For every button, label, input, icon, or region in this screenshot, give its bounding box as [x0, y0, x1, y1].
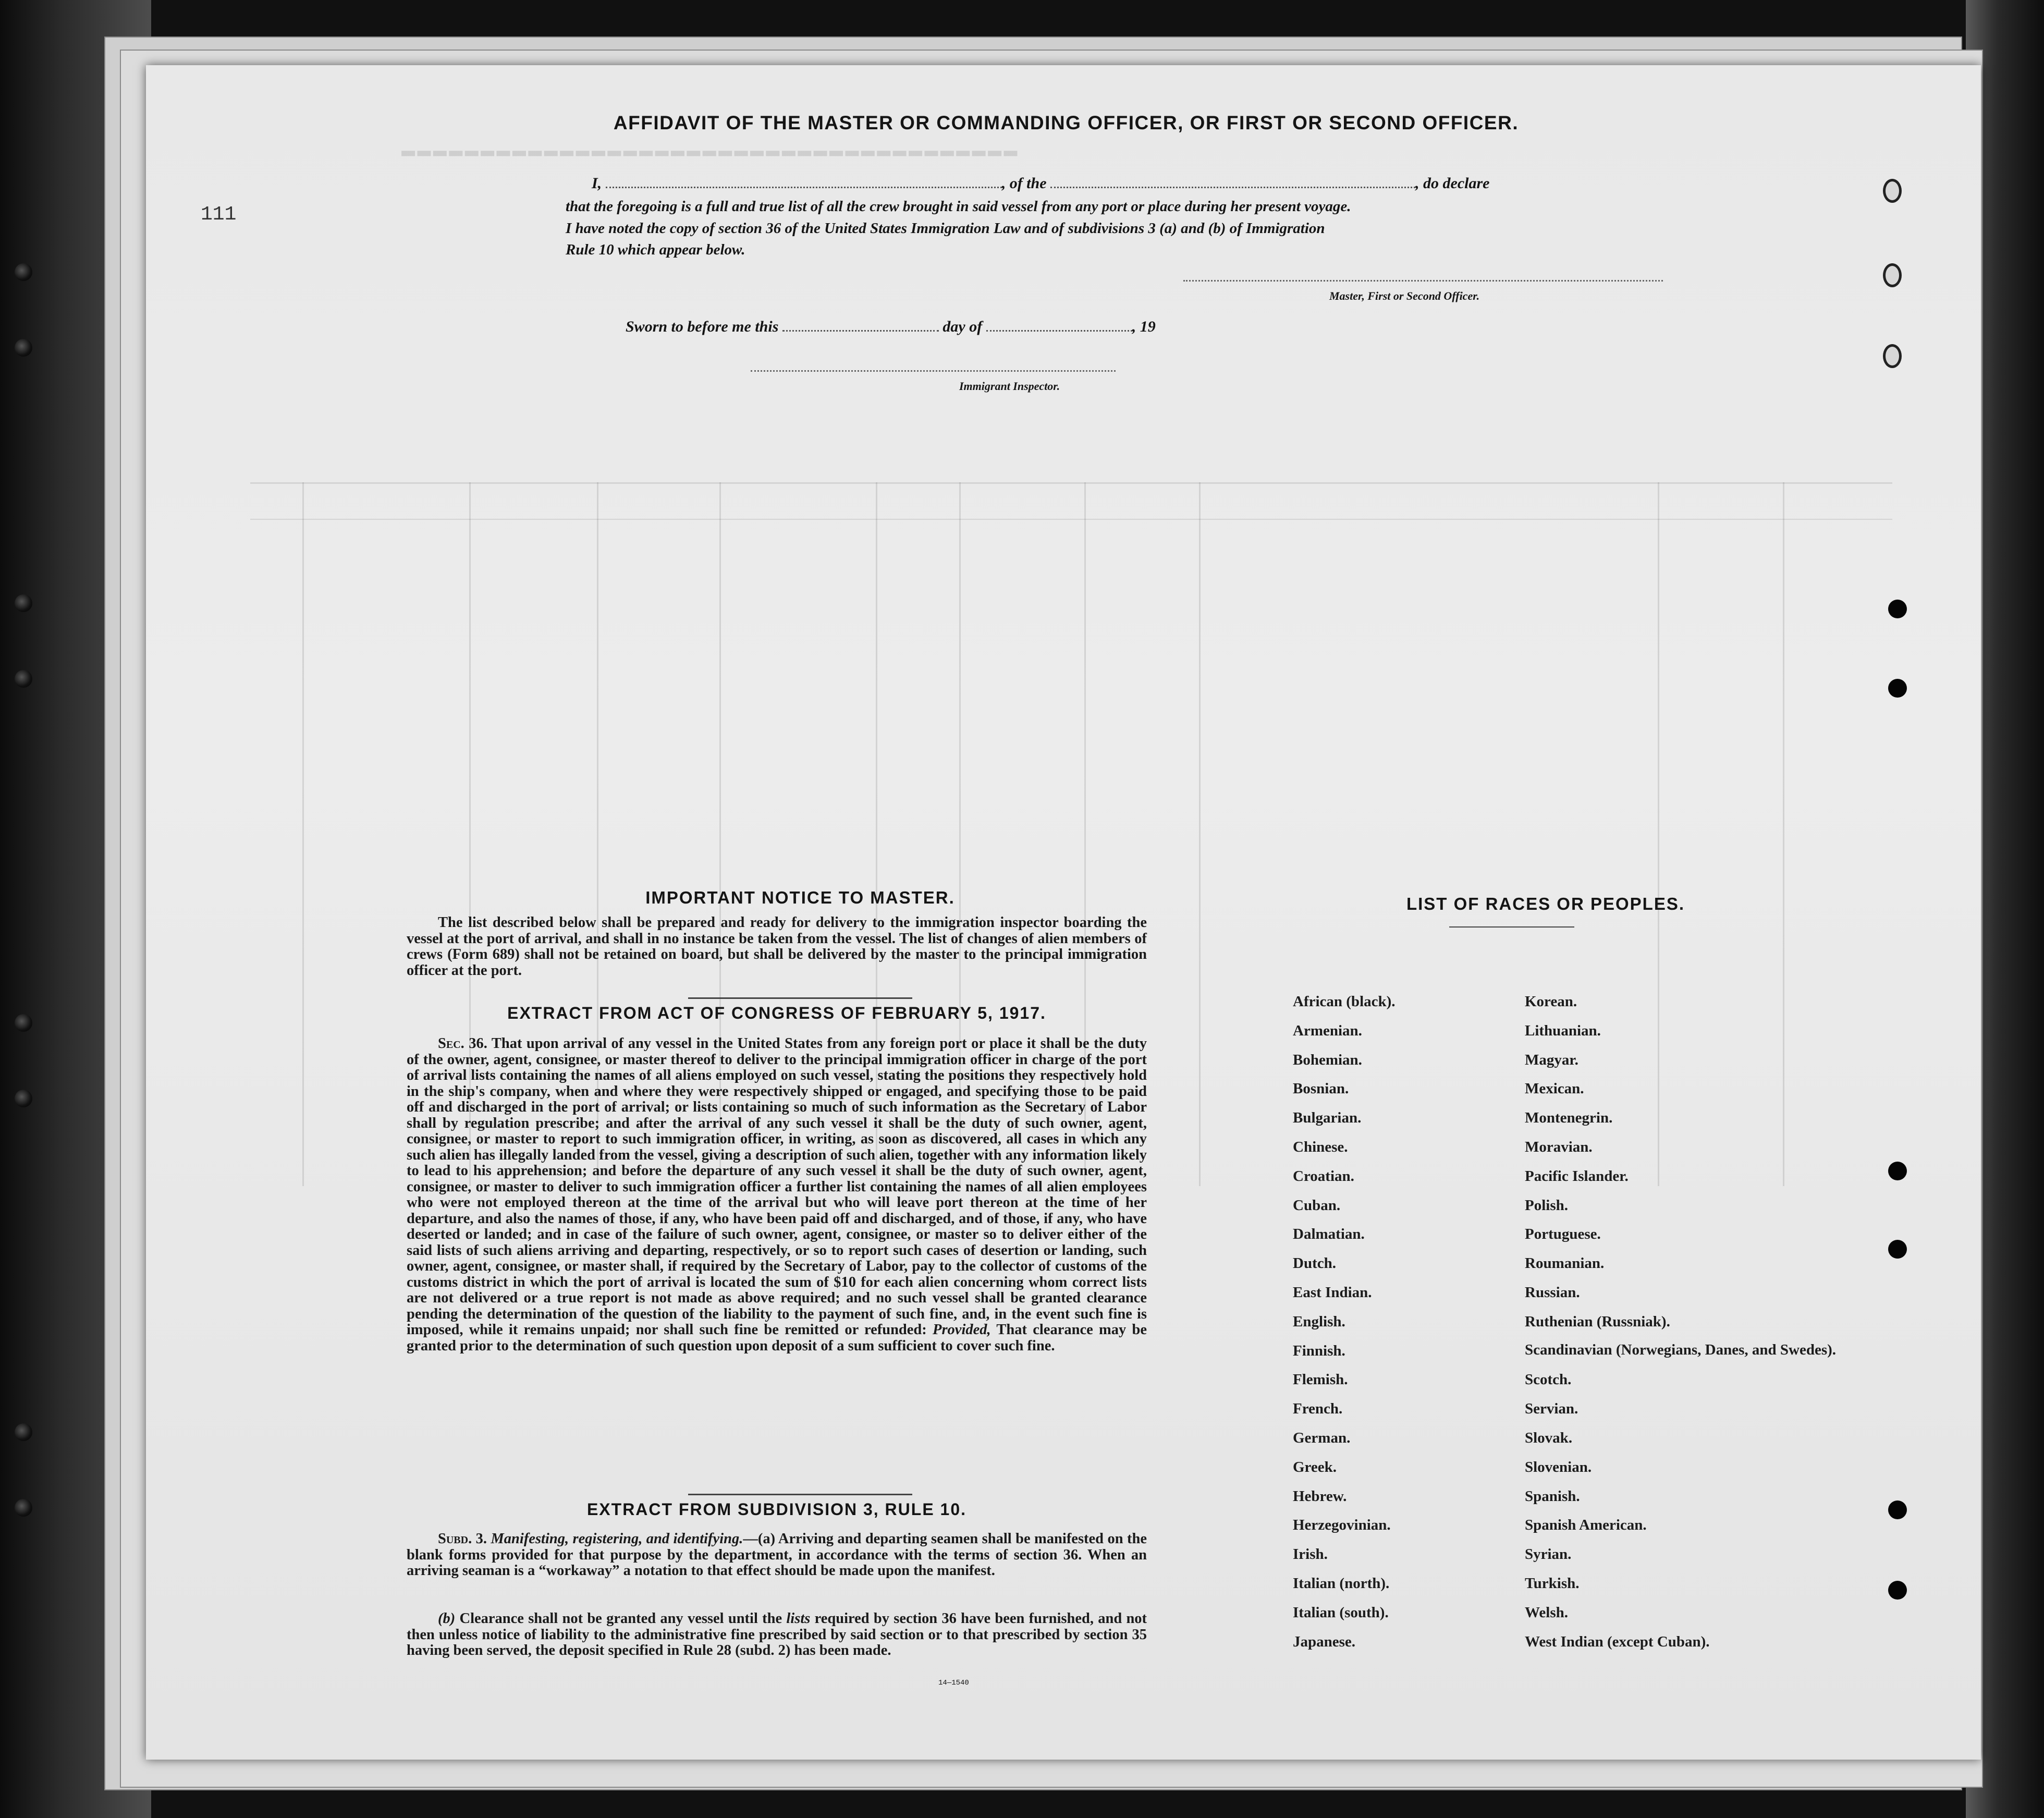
race-item: French. — [1293, 1400, 1343, 1418]
race-item: Pacific Islander. — [1525, 1167, 1629, 1185]
race-item: Italian (south). — [1293, 1604, 1389, 1621]
race-item: Welsh. — [1525, 1604, 1568, 1621]
sec-36-end: That clearance may be granted prior to the determination of such question upon deposit of a sum sufficient to cover such fine. — [407, 1322, 1147, 1354]
binding-rivet-icon — [15, 263, 32, 281]
race-item: Scotch. — [1525, 1371, 1572, 1388]
sec-label: Sec. 36. — [438, 1035, 487, 1052]
race-item: Portuguese. — [1525, 1226, 1601, 1243]
punch-hole-icon — [1883, 344, 1902, 368]
separator — [688, 1494, 912, 1495]
part-b-label: (b) — [438, 1610, 456, 1627]
form-number: 14—1540 — [938, 1679, 969, 1687]
punch-hole-icon — [1888, 1162, 1907, 1180]
race-item: Lithuanian. — [1525, 1022, 1601, 1039]
race-item: Servian. — [1525, 1400, 1578, 1418]
race-item: Bosnian. — [1293, 1080, 1349, 1097]
show-through-rule — [1783, 482, 1784, 1186]
race-item: Scandinavian (Norwegians, Danes, and Swedes). — [1525, 1341, 1837, 1358]
manifest-page — [146, 65, 1981, 1760]
binding-rivet-icon — [15, 1499, 32, 1517]
race-item: Hebrew. — [1293, 1487, 1347, 1505]
race-item: Flemish. — [1293, 1371, 1348, 1388]
race-item: West Indian (except Cuban). — [1525, 1633, 1710, 1650]
show-through-rule — [302, 482, 304, 1186]
show-through-text: ▬▬▬▬▬▬▬▬▬▬▬▬▬▬▬▬▬▬▬▬▬▬▬▬▬▬▬▬▬▬▬▬▬▬▬▬▬▬▬ — [401, 138, 1020, 164]
show-through-rule — [250, 519, 1892, 520]
month-blank[interactable] — [986, 319, 1132, 332]
part-b-1: Clearance shall not be granted any vessel until the — [459, 1610, 782, 1627]
inspector-signature-line[interactable] — [751, 370, 1116, 372]
punch-hole-icon — [1888, 1581, 1907, 1600]
subd-3-a-text — [407, 1531, 1147, 1579]
affidavit-line-3: I have noted the copy of section 36 of the United States Immigration Law and of subdivisions 3 (a) and (b) of Immigration — [566, 220, 1325, 237]
race-item: Spanish. — [1525, 1487, 1580, 1505]
part-b-lists: lists — [786, 1610, 811, 1627]
races-right-column — [1525, 993, 1837, 1662]
notice-title: IMPORTANT NOTICE TO MASTER. — [645, 888, 955, 907]
show-through-rule — [1199, 482, 1201, 1186]
master-signature-line[interactable] — [1183, 280, 1663, 282]
affidavit-title: AFFIDAVIT OF THE MASTER OR COMMANDING OFFICER, OR FIRST OR SECOND OFFICER. — [613, 112, 1519, 133]
binding-rivet-icon — [15, 1090, 32, 1107]
binding-rivet-icon — [15, 1014, 32, 1032]
race-item: African (black). — [1293, 993, 1396, 1010]
year-label: , 19 — [1132, 318, 1156, 335]
affidavit-line-1 — [592, 175, 1489, 192]
race-item: Spanish American. — [1525, 1517, 1647, 1534]
race-item: Turkish. — [1525, 1575, 1580, 1592]
sworn-label: Sworn to before me this — [626, 318, 779, 335]
subd-part-a: —(a) Arriving and departing seamen shall be manifested on the blank forms provided for that purpose by the department, in accordance with the terms of section 36. When an arriving seaman is a “workaway” a notation to that effect should be made upon the manifest. — [407, 1531, 1147, 1579]
races-title: LIST OF RACES OR PEOPLES. — [1406, 894, 1685, 913]
race-item: Italian (north). — [1293, 1575, 1390, 1592]
race-item: Mexican. — [1525, 1080, 1584, 1097]
declare-label: , do declare — [1415, 175, 1490, 192]
affidavit-line-2: that the foregoing is a full and true list of all the crew brought in said vessel from any port or place during her present voyage. — [566, 198, 1351, 215]
race-item: East Indian. — [1293, 1284, 1372, 1301]
race-item: Dalmatian. — [1293, 1226, 1365, 1243]
master-signature-label: Master, First or Second Officer. — [1329, 289, 1480, 302]
sec-36-body: That upon arrival of any vessel in the United States from any foreign port or place it shall be the duty of the owner, agent, consignee, or master thereof to deliver to the principal immigration officer in charge of the port of arrival lists containing the names of all aliens employed on such vessel, stating the positions they respectively hold in the ship's company, when and where they were respectively shipped or engaged, and specifying those to be paid off and discharged in the port of arrival; or lists containing so much of such information as the Secretary of Labor shall by regulation prescribe; and after the arrival of any such vessel it shall be the duty of such owner, agent, consignee, or master to report to such immigration officer, in writing, as soon as discovered, all cases in which any such alien has illegally landed from the vessel, giving a description of such alien, together with any information likely to lead to his apprehension; and before the departure of any such vessel it shall be the duty of such owner, agent, consignee, or master to deliver to such immigration officer a further list containing the names of all alien employees who were not employed thereon at the time of the arrival but who will leave port thereon at the time of her departure, and also the names of those, if any, who have been paid off and discharged, and of those, if any, who have deserted or landed; and in case of the failure of such owner, agent, consignee, or master so to deliver either of the said lists of such aliens arriving and departing, respectively, or so to report such cases of desertion or landing, such owner, agent, consignee, or master shall, if required by the Secretary of Labor, pay to the collector of customs of the customs district in which the port of arrival is located the sum of $10 for each alien concerning whom correct lists are not delivered or a true report is not made as above required; and no such vessel shall be granted clearance pending the determination of the question of the liability to the payment of such fine, and, in the event such fine is imposed, while it remains unpaid; nor shall such fine be remitted or refunded: — [407, 1035, 1147, 1338]
name-blank[interactable] — [606, 175, 1002, 188]
subd-3-b-text — [407, 1611, 1147, 1659]
race-item: Korean. — [1525, 993, 1577, 1010]
race-item: Armenian. — [1293, 1022, 1362, 1039]
race-item: Polish. — [1525, 1197, 1568, 1214]
day-of-label: day of — [943, 318, 983, 335]
subd-label: Subd. 3. — [438, 1531, 487, 1547]
extract-rule-title: EXTRACT FROM SUBDIVISION 3, RULE 10. — [586, 1500, 967, 1519]
binding-rivet-icon — [15, 339, 32, 357]
show-through-rule — [250, 482, 1892, 484]
race-item: Syrian. — [1525, 1546, 1572, 1563]
punch-hole-icon — [1883, 263, 1902, 287]
race-item: Bohemian. — [1293, 1051, 1362, 1068]
race-item: Magyar. — [1525, 1051, 1578, 1068]
race-item: Dutch. — [1293, 1255, 1336, 1272]
race-item: Greek. — [1293, 1458, 1337, 1475]
binding-rivet-icon — [15, 594, 32, 612]
provided-label: Provided, — [933, 1322, 991, 1338]
extract-act-title: EXTRACT FROM ACT OF CONGRESS OF FEBRUARY 5, 1917. — [507, 1004, 1046, 1022]
notice-text: The list described below shall be prepared and ready for delivery to the immigration inspector boarding the vessel at the port of arrival, and shall in no instance be taken from the vessel. The list of changes of alien members of crews (Form 689) shall not be retained on board, but shall be delivered by the master to the principal immigration officer at the port. — [407, 914, 1147, 979]
punch-hole-icon — [1888, 1500, 1907, 1519]
punch-hole-icon — [1883, 179, 1902, 203]
vessel-blank[interactable] — [1050, 175, 1415, 188]
binding-rivet-icon — [15, 1423, 32, 1441]
race-item: Ruthenian (Russniak). — [1525, 1313, 1670, 1330]
punch-hole-icon — [1888, 679, 1907, 698]
subd-heading: Manifesting, registering, and identifying. — [491, 1531, 743, 1547]
punch-hole-icon — [1888, 1240, 1907, 1259]
separator — [688, 997, 912, 999]
race-item: Cuban. — [1293, 1197, 1341, 1214]
race-item: Russian. — [1525, 1284, 1580, 1301]
of-the-label: , of the — [1001, 175, 1047, 192]
race-item: Irish. — [1293, 1546, 1328, 1563]
margin-mark: 111 — [201, 203, 237, 226]
race-item: Croatian. — [1293, 1167, 1354, 1185]
section-36-text — [407, 1036, 1147, 1354]
race-item: Slovak. — [1525, 1429, 1573, 1446]
race-item: Herzegovinian. — [1293, 1517, 1391, 1534]
inspector-signature-label: Immigrant Inspector. — [959, 380, 1060, 393]
race-item: Bulgarian. — [1293, 1109, 1362, 1127]
race-item: Slovenian. — [1525, 1458, 1592, 1475]
separator — [1449, 926, 1574, 928]
race-item: Chinese. — [1293, 1138, 1348, 1155]
race-item: English. — [1293, 1313, 1345, 1330]
affidavit-line-4: Rule 10 which appear below. — [566, 241, 745, 258]
binding-rivet-icon — [15, 670, 32, 688]
races-left-column — [1293, 993, 1396, 1662]
race-item: German. — [1293, 1429, 1351, 1446]
race-item: Roumanian. — [1525, 1255, 1605, 1272]
race-item: Finnish. — [1293, 1342, 1345, 1359]
day-blank[interactable] — [782, 319, 939, 332]
race-item: Montenegrin. — [1525, 1109, 1613, 1127]
punch-hole-icon — [1888, 600, 1907, 618]
affidavit-i-label: I, — [592, 175, 602, 192]
sworn-line — [626, 318, 1156, 336]
part-b-2: required by section 36 have been furnished, and not then unless notice of liability to the administrative fine prescribed by said section or to that prescribed by section 35 having been served, the deposit specified in Rule 28 (subd. 2) has been made. — [407, 1610, 1147, 1658]
race-item: Moravian. — [1525, 1138, 1593, 1155]
race-item: Japanese. — [1293, 1633, 1356, 1650]
